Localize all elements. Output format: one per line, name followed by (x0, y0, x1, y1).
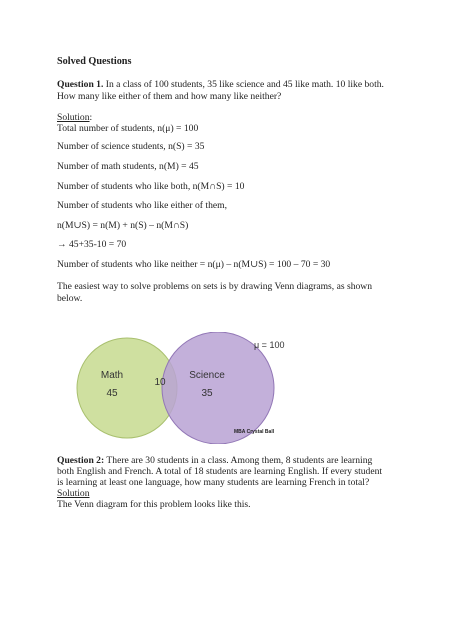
page-heading: Solved Questions (57, 56, 132, 67)
question-2-line-2: both English and French. A total of 18 students are learning English. If every student (57, 466, 383, 477)
question-1-text-1: In a class of 100 students, 35 like science and 45 like math. 10 like both. (103, 79, 384, 90)
science-only-value: 35 (201, 388, 213, 399)
venn-diagram (60, 332, 320, 444)
question-2-solution-text: The Venn diagram for this problem looks like this. (57, 499, 251, 510)
solution-line: Number of math students, n(M) = 45 (57, 161, 199, 172)
math-label: Math (100, 370, 124, 381)
question-2-line-1 (57, 455, 372, 466)
question-2-label: Question 2: (57, 455, 105, 466)
watermark-logo: MBA Crystal Ball (234, 429, 275, 435)
solution-line: → 45+35-10 = 70 (57, 239, 127, 250)
math-only-value: 45 (106, 388, 118, 399)
science-label: Science (189, 370, 225, 381)
universe-label: μ = 100 (254, 340, 285, 350)
solution-line: Total number of students, n(μ) = 100 (57, 123, 199, 134)
question-2-solution-label: Solution (57, 488, 90, 499)
intersection-value: 10 (154, 377, 166, 388)
solution-line: Number of science students, n(S) = 35 (57, 141, 205, 152)
venn-intro-line-1: The easiest way to solve problems on sets is by drawing Venn diagrams, as shown (57, 281, 373, 292)
question-2-line-3: is learning at least one language, how many students are learning French in total? (57, 477, 370, 488)
solution-line: Number of students who like both, n(M∩S) = 10 (57, 181, 245, 192)
solution-line: Number of students who like either of them, (57, 200, 227, 211)
venn-intro-line-2: below. (57, 293, 83, 304)
solution-line: Number of students who like neither = n(μ) – n(M∪S) = 100 – 70 = 30 (57, 259, 331, 270)
question-1-line-1 (57, 79, 384, 90)
question-1-line-2: How many like either of them and how many like neither? (57, 91, 282, 102)
solution-heading: Solution: (57, 112, 93, 123)
solution-label: Solution (57, 112, 90, 123)
solution-line: n(M∪S) = n(M) + n(S) – n(M∩S) (57, 220, 189, 231)
question-1-label: Question 1. (57, 79, 104, 90)
question-2-text-1: There are 30 students in a class. Among them, 8 students are learning (104, 455, 373, 466)
